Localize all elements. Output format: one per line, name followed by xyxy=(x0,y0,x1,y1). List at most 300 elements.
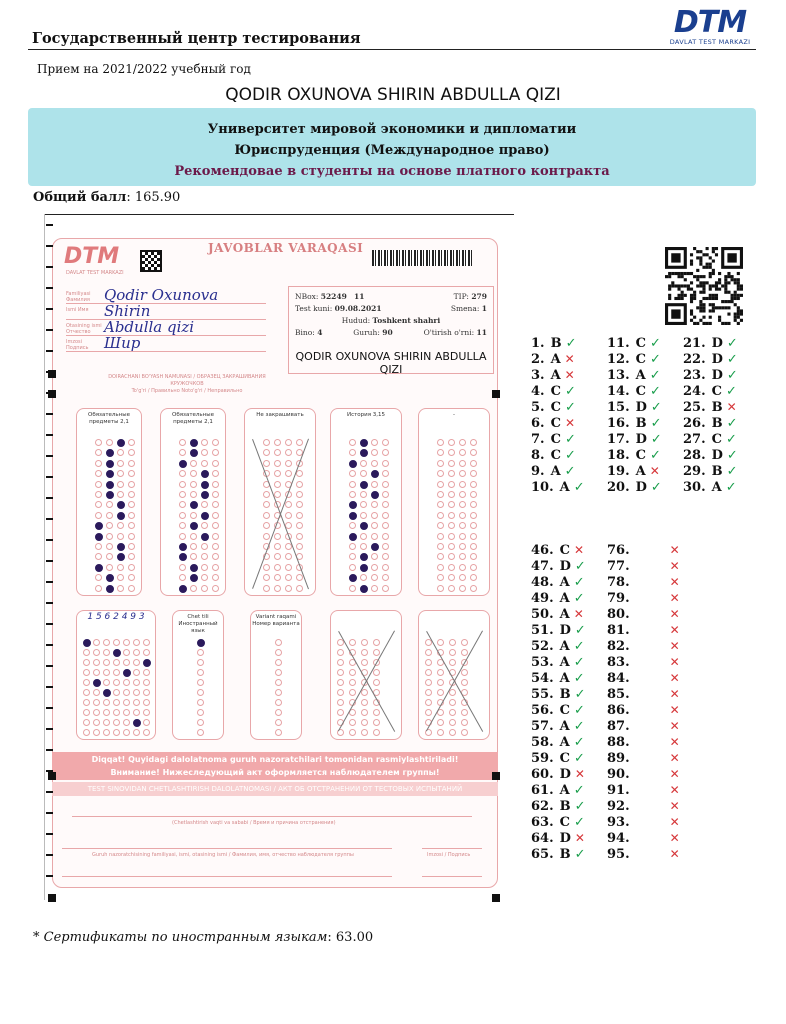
qr-module xyxy=(671,253,680,262)
check-icon: ✓ xyxy=(573,575,585,590)
cross-icon: ✕ xyxy=(574,767,585,781)
empty-bubble xyxy=(349,522,356,529)
empty-bubble xyxy=(263,564,270,571)
answer-item xyxy=(607,464,660,479)
empty-bubble xyxy=(437,585,444,592)
qr-module xyxy=(681,284,684,287)
qr-module xyxy=(706,253,709,256)
answer-number: 47. xyxy=(531,559,554,574)
empty-bubble xyxy=(437,639,444,646)
dtm-logo xyxy=(660,5,760,46)
empty-bubble xyxy=(95,439,102,446)
qr-module xyxy=(709,316,712,319)
answer-item xyxy=(607,400,662,415)
empty-bubble xyxy=(361,639,368,646)
cross-icon: ✕ xyxy=(669,735,680,749)
empty-bubble xyxy=(113,669,120,676)
empty-bubble xyxy=(449,719,456,726)
empty-bubble xyxy=(296,533,303,540)
academic-year: Прием на 2021/2022 учебный год xyxy=(37,62,251,76)
answer-number: 14. xyxy=(607,384,630,399)
answer-letter: D xyxy=(635,400,647,415)
empty-bubble xyxy=(274,491,281,498)
answer-item xyxy=(683,368,738,383)
filled-bubble xyxy=(117,553,125,561)
empty-bubble xyxy=(263,439,270,446)
empty-bubble xyxy=(106,522,113,529)
answer-letter: C xyxy=(550,432,561,447)
meta-label: O'tirish o'rni: xyxy=(423,328,475,337)
empty-bubble xyxy=(143,679,150,686)
registration-mark xyxy=(48,390,56,398)
empty-bubble xyxy=(337,709,344,716)
field-label: Otasining ismi Отчество xyxy=(66,323,102,335)
empty-bubble xyxy=(263,460,270,467)
header-divider xyxy=(28,49,756,50)
answer-letter: A xyxy=(559,607,570,622)
qr-module xyxy=(681,294,684,297)
cross-icon: ✕ xyxy=(574,831,585,845)
qr-module xyxy=(702,288,705,291)
empty-bubble xyxy=(201,449,208,456)
filled-bubble xyxy=(117,439,125,447)
empty-bubble xyxy=(123,729,130,736)
answer-number: 64. xyxy=(531,831,554,846)
empty-bubble xyxy=(371,512,378,519)
box-header: Variant raqami Номер варианта xyxy=(252,614,300,627)
answer-number: 56. xyxy=(531,703,554,718)
qr-module xyxy=(677,272,680,275)
empty-bubble xyxy=(349,553,356,560)
empty-bubble xyxy=(212,574,219,581)
qr-module xyxy=(727,272,730,275)
total-score-value: 165.90 xyxy=(134,190,181,205)
answer-number: 27. xyxy=(683,432,706,447)
qr-module xyxy=(712,297,715,300)
cross-icon: ✕ xyxy=(669,751,680,765)
empty-bubble xyxy=(212,481,219,488)
answer-item xyxy=(607,336,661,351)
qr-module xyxy=(671,281,674,284)
answer-number: 62. xyxy=(531,799,554,814)
empty-bubble xyxy=(285,460,292,467)
qr-module xyxy=(737,284,740,287)
empty-bubble xyxy=(117,460,124,467)
sheet-edge xyxy=(44,214,45,900)
act-line xyxy=(422,848,482,849)
empty-bubble xyxy=(437,719,444,726)
answer-letter: B xyxy=(559,687,571,702)
empty-bubble xyxy=(349,669,356,676)
qr-module xyxy=(690,313,693,316)
empty-bubble xyxy=(371,574,378,581)
qr-module xyxy=(709,256,712,259)
filled-bubble xyxy=(201,491,209,499)
qr-module xyxy=(721,284,724,287)
empty-bubble xyxy=(382,543,389,550)
answer-item xyxy=(683,384,737,399)
timing-mark xyxy=(46,266,53,268)
answer-number: 90. xyxy=(607,767,630,782)
empty-bubble xyxy=(263,533,270,540)
box-header: 1 5 6 2 4 9 3 xyxy=(87,612,145,622)
empty-bubble xyxy=(449,689,456,696)
qr-module xyxy=(677,275,680,278)
answer-letter: A xyxy=(550,352,561,367)
empty-bubble xyxy=(337,699,344,706)
handwritten-name: Shirin xyxy=(104,302,151,320)
answer-letter: D xyxy=(559,831,571,846)
answer-number: 12. xyxy=(607,352,630,367)
column-header: - xyxy=(453,412,455,418)
qr-module xyxy=(718,316,721,319)
qr-module xyxy=(668,284,671,287)
empty-bubble xyxy=(274,470,281,477)
qr-module xyxy=(712,306,715,309)
qr-module xyxy=(731,278,734,281)
qr-module xyxy=(709,275,712,278)
timing-mark xyxy=(46,833,53,835)
filled-bubble xyxy=(106,481,114,489)
qr-module xyxy=(734,319,737,322)
qr-module xyxy=(737,288,740,291)
answer-number: 8. xyxy=(531,448,545,463)
empty-bubble xyxy=(459,512,466,519)
qr-module xyxy=(687,272,690,275)
empty-bubble xyxy=(437,533,444,540)
answer-number: 82. xyxy=(607,639,630,654)
qr-module xyxy=(709,322,712,325)
filled-bubble xyxy=(360,481,368,489)
qr-module xyxy=(737,297,740,300)
qr-module xyxy=(702,291,705,294)
empty-bubble xyxy=(349,585,356,592)
answer-column xyxy=(330,408,402,596)
act-line xyxy=(72,816,472,817)
qr-module xyxy=(696,306,699,309)
check-icon: ✓ xyxy=(726,464,738,479)
qr-module xyxy=(737,281,740,284)
empty-bubble xyxy=(201,585,208,592)
cross-icon: ✕ xyxy=(669,671,680,685)
empty-bubble xyxy=(285,439,292,446)
answer-number: 9. xyxy=(531,464,545,479)
answer-number: 57. xyxy=(531,719,554,734)
empty-bubble xyxy=(212,501,219,508)
empty-bubble xyxy=(128,491,135,498)
answer-number: 92. xyxy=(607,799,630,814)
answer-number: 79. xyxy=(607,591,630,606)
answer-letter: A xyxy=(559,639,570,654)
qr-module xyxy=(690,294,693,297)
check-icon: ✓ xyxy=(725,384,737,399)
act-observer: Guruh nazoratchisining familiyasi, ismi, otasining ismi / Фамилия, имя, отчество наблюдателя группы xyxy=(92,852,354,858)
qr-module xyxy=(718,288,721,291)
qr-module xyxy=(715,294,718,297)
empty-bubble xyxy=(461,719,468,726)
timing-mark xyxy=(46,413,53,415)
empty-bubble xyxy=(103,659,110,666)
answer-number: 81. xyxy=(607,623,630,638)
check-icon: ✓ xyxy=(649,384,661,399)
filled-bubble xyxy=(106,491,114,499)
warning-banner xyxy=(52,752,498,780)
cross-icon: ✕ xyxy=(669,591,680,605)
answer-number: 29. xyxy=(683,464,706,479)
qr-module xyxy=(706,297,709,300)
answer-number: 30. xyxy=(683,480,706,495)
answer-letter: A xyxy=(550,368,561,383)
empty-bubble xyxy=(275,649,282,656)
filled-bubble xyxy=(349,512,357,520)
empty-bubble xyxy=(179,449,186,456)
registration-mark xyxy=(48,894,56,902)
qr-module xyxy=(690,300,693,303)
qr-module xyxy=(668,288,671,291)
answer-letter: C xyxy=(550,384,561,399)
empty-bubble xyxy=(93,669,100,676)
empty-bubble xyxy=(459,449,466,456)
qr-module xyxy=(740,284,743,287)
empty-bubble xyxy=(179,470,186,477)
qr-module xyxy=(696,322,699,325)
answer-number: 46. xyxy=(531,543,554,558)
answer-letter: A xyxy=(559,783,570,798)
answer-letter: A xyxy=(635,464,646,479)
empty-bubble xyxy=(95,491,102,498)
answer-item xyxy=(531,847,586,862)
empty-bubble xyxy=(263,501,270,508)
qr-module xyxy=(727,275,730,278)
empty-bubble xyxy=(459,491,466,498)
answer-number: 63. xyxy=(531,815,554,830)
qr-module xyxy=(709,272,712,275)
empty-bubble xyxy=(274,449,281,456)
qr-module xyxy=(702,316,705,319)
empty-bubble xyxy=(461,729,468,736)
act-line xyxy=(62,848,392,849)
empty-bubble xyxy=(106,553,113,560)
empty-bubble xyxy=(470,460,477,467)
filled-bubble xyxy=(371,543,379,551)
qr-module xyxy=(734,278,737,281)
answer-item xyxy=(683,336,738,351)
empty-bubble xyxy=(123,679,130,686)
empty-bubble xyxy=(179,501,186,508)
answer-item xyxy=(607,623,680,638)
empty-bubble xyxy=(382,512,389,519)
empty-bubble xyxy=(296,491,303,498)
filled-bubble xyxy=(117,512,125,520)
empty-bubble xyxy=(95,501,102,508)
filled-bubble xyxy=(360,449,368,457)
filled-bubble xyxy=(179,553,187,561)
qr-module xyxy=(706,266,709,269)
qr-module xyxy=(724,306,727,309)
registration-mark xyxy=(492,390,500,398)
answer-number: 53. xyxy=(531,655,554,670)
meta-label: Bino: xyxy=(295,328,315,337)
empty-bubble xyxy=(113,689,120,696)
field-label: Familiyasi Фамилия xyxy=(66,291,91,303)
qr-module xyxy=(737,294,740,297)
qr-module xyxy=(740,309,743,312)
empty-bubble xyxy=(437,460,444,467)
meta-label: Smena: xyxy=(450,304,480,313)
check-icon: ✓ xyxy=(564,448,576,463)
answer-letter: A xyxy=(635,368,646,383)
answer-item xyxy=(531,432,576,447)
qr-module xyxy=(721,306,724,309)
empty-bubble xyxy=(95,481,102,488)
empty-bubble xyxy=(371,522,378,529)
cross-icon: ✕ xyxy=(669,655,680,669)
qr-module xyxy=(681,272,684,275)
empty-bubble xyxy=(437,470,444,477)
check-icon: ✓ xyxy=(726,416,738,431)
answer-item xyxy=(607,799,680,814)
filled-bubble xyxy=(371,491,379,499)
timing-mark xyxy=(46,854,53,856)
empty-bubble xyxy=(83,649,90,656)
answer-item xyxy=(531,703,585,718)
check-icon: ✓ xyxy=(574,799,586,814)
empty-bubble xyxy=(212,460,219,467)
qr-module xyxy=(699,291,702,294)
answer-column xyxy=(160,408,226,596)
empty-bubble xyxy=(274,553,281,560)
answer-item xyxy=(607,671,680,686)
empty-bubble xyxy=(133,729,140,736)
qr-module xyxy=(731,300,734,303)
answer-number: 55. xyxy=(531,687,554,702)
qr-module xyxy=(671,309,680,318)
answer-item xyxy=(683,464,738,479)
filled-bubble xyxy=(106,449,114,457)
filled-bubble xyxy=(117,501,125,509)
empty-bubble xyxy=(212,564,219,571)
empty-bubble xyxy=(349,481,356,488)
qr-module xyxy=(715,253,718,256)
empty-bubble xyxy=(128,585,135,592)
answer-item xyxy=(607,416,662,431)
cross-icon: ✕ xyxy=(726,400,737,414)
check-icon: ✓ xyxy=(725,480,737,495)
qr-module xyxy=(690,309,693,312)
answer-number: 28. xyxy=(683,448,706,463)
answer-letter: D xyxy=(559,559,571,574)
empty-bubble xyxy=(95,460,102,467)
qr-module xyxy=(699,303,702,306)
empty-bubble xyxy=(373,719,380,726)
answer-letter: D xyxy=(635,480,647,495)
answer-item xyxy=(607,543,680,558)
answer-item xyxy=(607,352,661,367)
fill-legend xyxy=(92,374,282,395)
answer-number: 22. xyxy=(683,352,706,367)
empty-bubble xyxy=(113,709,120,716)
filled-bubble xyxy=(190,439,198,447)
answer-number: 7. xyxy=(531,432,545,447)
qr-module xyxy=(699,319,702,322)
empty-bubble xyxy=(123,639,130,646)
qr-module xyxy=(684,272,687,275)
answer-item xyxy=(531,400,576,415)
timing-mark xyxy=(46,518,53,520)
answer-number: 93. xyxy=(607,815,630,830)
empty-bubble xyxy=(361,689,368,696)
check-icon: ✓ xyxy=(564,400,576,415)
empty-bubble xyxy=(360,533,367,540)
empty-bubble xyxy=(93,639,100,646)
answer-item xyxy=(531,719,585,734)
empty-bubble xyxy=(461,669,468,676)
empty-bubble xyxy=(103,729,110,736)
empty-bubble xyxy=(275,709,282,716)
empty-bubble xyxy=(425,679,432,686)
empty-bubble xyxy=(113,699,120,706)
empty-bubble xyxy=(93,659,100,666)
qr-module xyxy=(727,313,730,316)
empty-bubble xyxy=(448,522,455,529)
qr-module xyxy=(709,263,712,266)
empty-bubble xyxy=(103,679,110,686)
empty-bubble xyxy=(106,533,113,540)
empty-bubble xyxy=(470,470,477,477)
empty-bubble xyxy=(117,481,124,488)
answer-item xyxy=(531,448,576,463)
empty-bubble xyxy=(103,639,110,646)
empty-bubble xyxy=(437,679,444,686)
empty-bubble xyxy=(371,553,378,560)
answer-letter: A xyxy=(559,480,570,495)
empty-bubble xyxy=(448,553,455,560)
filled-bubble xyxy=(360,585,368,593)
answer-item xyxy=(531,783,585,798)
empty-bubble xyxy=(459,564,466,571)
empty-bubble xyxy=(296,470,303,477)
qr-module xyxy=(712,303,715,306)
empty-bubble xyxy=(201,501,208,508)
filled-bubble xyxy=(197,639,205,647)
answer-letter: C xyxy=(635,352,646,367)
answer-item xyxy=(607,847,680,862)
empty-bubble xyxy=(190,553,197,560)
qr-module xyxy=(727,306,730,309)
cross-icon: ✕ xyxy=(669,623,680,637)
empty-bubble xyxy=(103,649,110,656)
logo-text: DTM xyxy=(673,5,747,40)
meta-guruh: 90 xyxy=(382,328,393,337)
qr-module xyxy=(737,309,740,312)
empty-bubble xyxy=(470,522,477,529)
answer-letter: A xyxy=(550,464,561,479)
qr-module xyxy=(724,278,727,281)
empty-bubble xyxy=(128,553,135,560)
qr-module xyxy=(709,303,712,306)
qr-module xyxy=(668,294,671,297)
qr-module xyxy=(681,297,684,300)
qr-module xyxy=(690,297,693,300)
answer-number: 26. xyxy=(683,416,706,431)
empty-bubble xyxy=(437,564,444,571)
qr-module xyxy=(715,281,718,284)
answer-letter: C xyxy=(550,448,561,463)
timing-mark xyxy=(46,350,53,352)
qr-module xyxy=(715,247,718,250)
empty-bubble xyxy=(179,512,186,519)
check-icon: ✓ xyxy=(564,384,576,399)
